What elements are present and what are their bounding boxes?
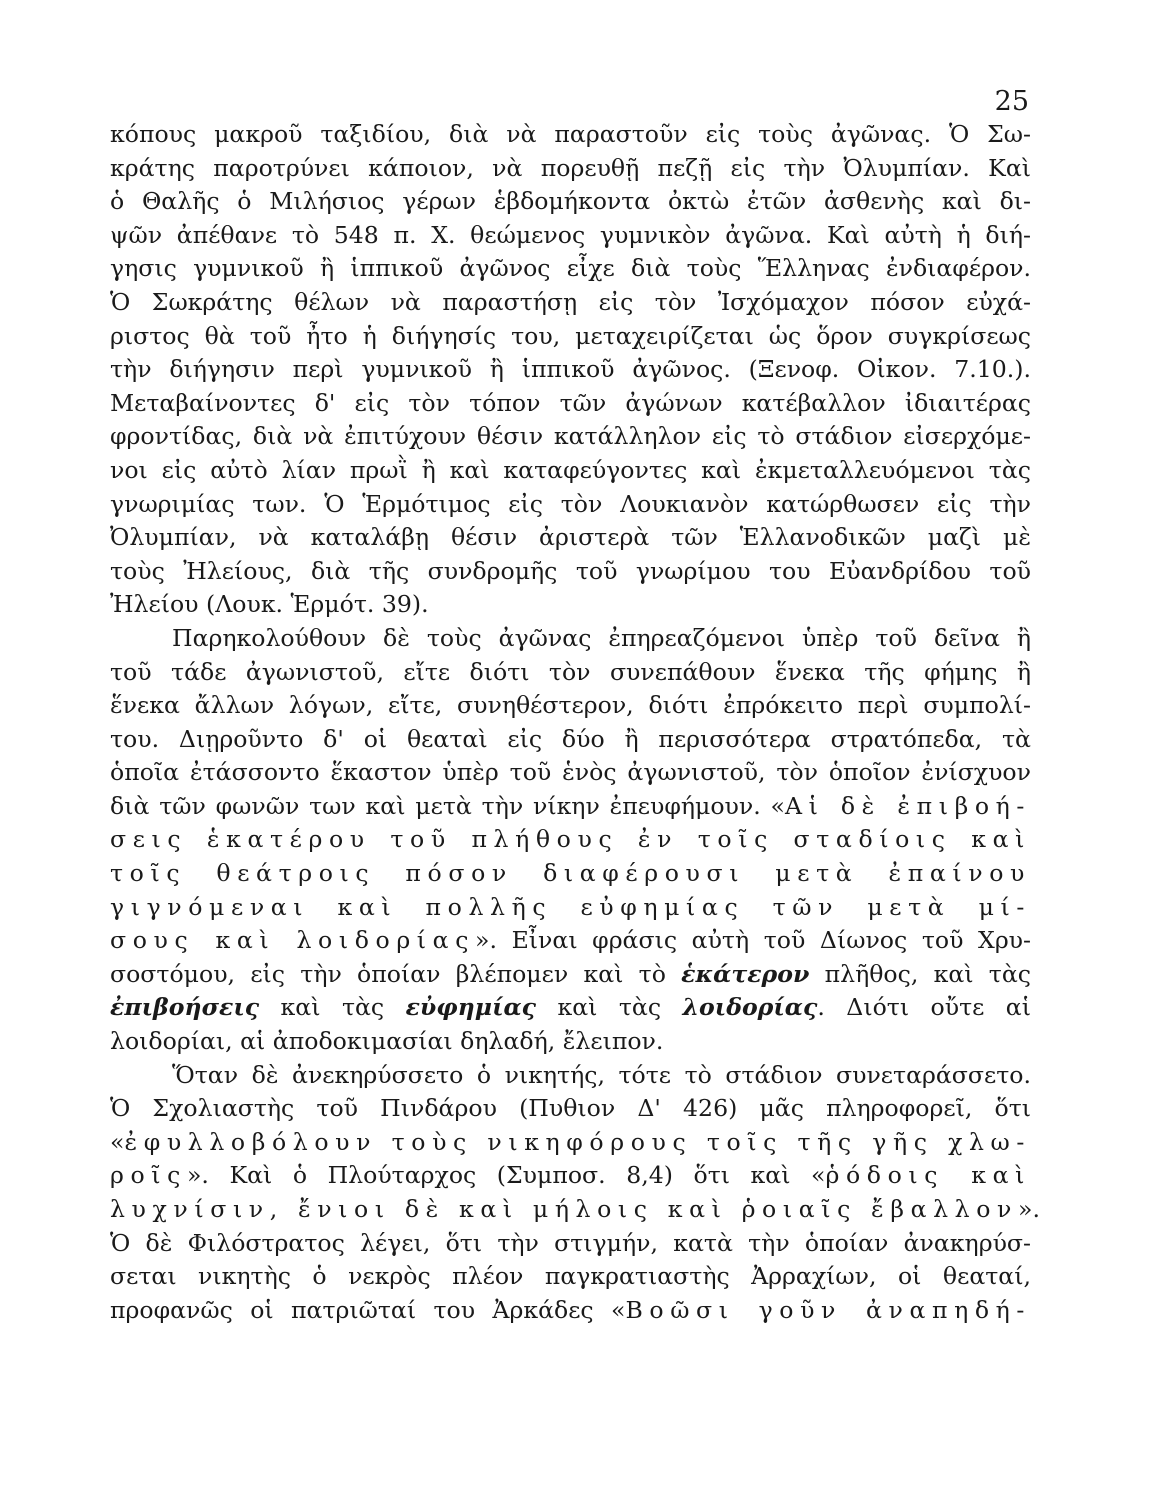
text-run: Ὀλυμπίαν, νὰ καταλάβῃ θέσιν ἀριστερὰ τῶν Ἑλλανοδικῶν μαζὶ μὲ — [110, 523, 1031, 552]
text-line — [110, 790, 1031, 824]
text-line — [110, 420, 1031, 454]
page-number: 25 — [994, 86, 1029, 117]
quoted-spaced-text: λυχνίσιν, ἔνιοι δὲ καὶ μήλοις καὶ ῥοιαῖς ἔβαλλον — [110, 1195, 1019, 1223]
emphasized-term: λοιδορίας — [682, 993, 818, 1022]
quoted-spaced-text: ἐφυλλοβόλουν τοὺς νικηφόρους τοῖς τῆς γῆς χλω- — [124, 1127, 1031, 1156]
text-run: Μεταβαίνοντες δ' εἰς τὸν τόπον τῶν ἀγώνων κατέβαλλον ἰδιαιτέρας — [110, 388, 1031, 417]
text-run: ». Καὶ ὁ Πλούταρχος (Συμποσ. 8,4) ὅτι καὶ « — [186, 1161, 826, 1190]
text-line — [110, 823, 1031, 857]
text-line — [110, 891, 1031, 925]
text-run: ». Εἶναι φράσις αὐτὴ τοῦ Δίωνος τοῦ Χρυ- — [475, 926, 1031, 955]
text-run: ὁποῖα ἐτάσσοντο ἕκαστον ὑπὲρ τοῦ ἑνὸς ἀγωνιστοῦ, τὸν ὁποῖον ἐνίσχυον — [110, 758, 1031, 787]
text-line — [110, 1294, 1031, 1328]
text-run: « — [110, 1127, 125, 1156]
text-line — [110, 286, 1031, 320]
text-line — [110, 1227, 1031, 1261]
emphasized-term: ἑκάτερον — [681, 959, 810, 988]
text-run: τοὺς Ἠλείους, διὰ τῆς συνδρομῆς τοῦ γνωρίμου του Εὐανδρίδου τοῦ — [110, 556, 1031, 585]
text-line — [110, 1260, 1031, 1294]
text-run: καὶ τὰς — [536, 993, 683, 1022]
text-line — [110, 185, 1031, 219]
text-line — [110, 252, 1031, 286]
text-run: του. Διῃροῦντο δ' οἱ θεαταὶ εἰς δύο ἢ περισσότερα στρατόπεδα, τὰ — [110, 724, 1031, 753]
text-line — [110, 118, 1031, 152]
text-run: τοῦ τάδε ἀγωνιστοῦ, εἴτε διότι τὸν συνεπάθουν ἕνεκα τῆς φήμης ἢ — [110, 657, 1031, 686]
text-line — [110, 1059, 1031, 1093]
text-line — [110, 1159, 1031, 1193]
text-run: Ὁ δὲ Φιλόστρατος λέγει, ὅτι τὴν στιγμήν, κατὰ τὴν ὁποίαν ἀνακηρύσ- — [110, 1228, 1031, 1257]
emphasized-term: ἐπιβοήσεις — [110, 993, 260, 1022]
text-run: καὶ τὰς — [259, 993, 406, 1022]
text-line — [110, 656, 1031, 690]
text-run: τὴν διήγησιν περὶ γυμνικοῦ ἢ ἱππικοῦ ἀγῶνος. (Ξενοφ. Οἰκον. 7.10.). — [110, 355, 1031, 384]
text-run: λοιδορίαι, αἱ ἀποδοκιμασίαι δηλαδή, ἔλειπον. — [110, 1027, 664, 1056]
quoted-spaced-text: τοῖς θεάτροις πόσον διαφέρουσι μετὰ ἐπαίνου — [110, 859, 1031, 888]
body-text — [110, 118, 1040, 1327]
text-run: Παρηκολούθουν δὲ τοὺς ἀγῶνας ἐπηρεαζόμενοι ὑπὲρ τοῦ δεῖνα ἢ — [172, 623, 1031, 652]
text-line — [110, 857, 1031, 891]
text-run: σεται νικητὴς ὁ νεκρὸς πλέον παγκρατιαστὴς Ἀρραχίων, οἱ θεαταί, — [110, 1262, 1031, 1291]
text-run: γνωριμίας των. Ὁ Ἑρμότιμος εἰς τὸν Λουκιανὸν κατώρθωσεν εἰς τὴν — [110, 489, 1031, 518]
text-line — [110, 622, 1031, 656]
text-line — [110, 219, 1031, 253]
text-run: Ὅταν δὲ ἀνεκηρύσσετο ὁ νικητής, τότε τὸ στάδιον συνεταράσσετο. — [172, 1060, 1031, 1089]
text-run: . Διότι οὔτε αἱ — [817, 993, 1031, 1022]
text-line — [110, 756, 1031, 790]
text-run: ». — [1018, 1195, 1040, 1223]
text-run: ὁ Θαλῆς ὁ Μιλήσιος γέρων ἑβδομήκοντα ὀκτὼ ἐτῶν ἀσθενὴς καὶ δι- — [110, 187, 1031, 216]
text-line — [110, 1193, 1040, 1227]
quoted-spaced-text: Αἱ δὲ ἐπιβοή- — [784, 791, 1031, 820]
text-line — [110, 521, 1031, 555]
text-line — [110, 353, 1031, 387]
text-run: ἕνεκα ἄλλων λόγων, εἴτε, συνηθέστερον, διότι ἐπρόκειτο περὶ συμπολί- — [110, 691, 1031, 720]
text-run: γησις γυμνικοῦ ἢ ἱππικοῦ ἀγῶνος εἶχε διὰ τοὺς Ἕλληνας ἐνδιαφέρον. — [110, 254, 1031, 283]
text-run: Ὁ Σχολιαστὴς τοῦ Πινδάρου (Πυθιον Δ' 426) μᾶς πληροφορεῖ, ὅτι — [110, 1094, 1031, 1123]
quoted-spaced-text: γιγνόμεναι καὶ πολλῆς εὐφημίας τῶν μετὰ μί- — [110, 892, 1031, 921]
text-line — [110, 1126, 1031, 1160]
text-line — [110, 689, 1031, 723]
text-run: διὰ τῶν φωνῶν των καὶ μετὰ τὴν νίκην ἐπευφήμουν. « — [110, 791, 785, 820]
text-run: πλῆθος, καὶ τὰς — [809, 959, 1031, 988]
text-line — [110, 555, 1031, 589]
text-line — [110, 723, 1031, 757]
quoted-spaced-text: Βοῶσι γοῦν ἀναπηδή- — [625, 1295, 1031, 1324]
text-run: προφανῶς οἱ πατριῶταί του Ἀρκάδες « — [110, 1295, 626, 1324]
text-run: σοστόμου, εἰς τὴν ὁποίαν βλέπομεν καὶ τὸ — [110, 959, 682, 988]
text-line — [110, 454, 1031, 488]
text-line — [110, 152, 1031, 186]
quoted-spaced-text: σους καὶ λοιδορίας — [110, 926, 476, 955]
quoted-spaced-text: ροῖς — [110, 1161, 187, 1190]
text-line — [110, 588, 1031, 622]
text-line — [110, 488, 1031, 522]
text-line — [110, 1092, 1031, 1126]
quoted-spaced-text: ῥόδοις καὶ — [825, 1161, 1031, 1190]
text-run: κράτης παροτρύνει κάποιον, νὰ πορευθῇ πεζῇ εἰς τὴν Ὀλυμπίαν. Καὶ — [110, 153, 1031, 182]
quoted-spaced-text: σεις ἑκατέρου τοῦ πλήθους ἐν τοῖς σταδίοις καὶ — [110, 825, 1031, 854]
text-line — [110, 958, 1031, 992]
text-line — [110, 1025, 1031, 1059]
text-run: ψῶν ἀπέθανε τὸ 548 π. Χ. θεώμενος γυμνικὸν ἀγῶνα. Καὶ αὐτὴ ἡ διή- — [110, 220, 1031, 249]
text-line — [110, 320, 1031, 354]
text-line — [110, 924, 1031, 958]
text-run: Ὁ Σωκράτης θέλων νὰ παραστήσῃ εἰς τὸν Ἰσχόμαχον πόσον εὐχά- — [110, 287, 1031, 316]
text-run: ριστος θὰ τοῦ ἦτο ἡ διήγησίς του, μεταχειρίζεται ὡς ὅρον συγκρίσεως — [110, 321, 1031, 350]
emphasized-term: εὐφημίας — [405, 993, 537, 1022]
text-run: νοι εἰς αὐτὸ λίαν πρωῒ ἢ καὶ καταφεύγοντες καὶ ἐκμεταλλευόμενοι τὰς — [110, 455, 1031, 484]
text-run: φροντίδας, διὰ νὰ ἐπιτύχουν θέσιν κατάλληλον εἰς τὸ στάδιον εἰσερχόμε- — [110, 422, 1031, 451]
text-run: κόπους μακροῦ ταξιδίου, διὰ νὰ παραστοῦν εἰς τοὺς ἀγῶνας. Ὁ Σω- — [110, 120, 1031, 148]
text-line — [110, 387, 1031, 421]
text-line — [110, 991, 1031, 1025]
text-run: Ἠλείου (Λουκ. Ἑρμότ. 39). — [110, 590, 429, 619]
